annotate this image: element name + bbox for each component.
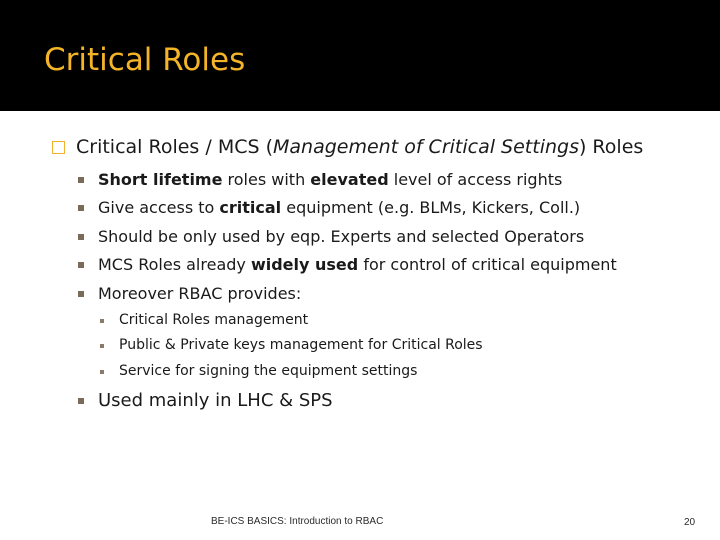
square-bullet-icon: [78, 234, 84, 240]
footer-text: BE-ICS BASICS: Introduction to RBAC: [211, 516, 384, 527]
text: Give access to: [98, 198, 220, 217]
bold-text: elevated: [310, 170, 389, 189]
square-bullet-icon: [78, 291, 84, 297]
sub-bullet-2-text: [98, 198, 580, 217]
main-bullet: [50, 136, 643, 158]
text: for control of critical equipment: [358, 255, 617, 274]
sub-sub-bullet-1-text: Critical Roles management: [119, 312, 309, 328]
last-bullet-text: Used mainly in LHC & SPS: [98, 390, 333, 411]
main-bullet-italic: Management of Critical Settings: [273, 136, 579, 158]
text: roles with: [222, 170, 311, 189]
bold-text: widely used: [250, 255, 359, 274]
text: level of access rights: [388, 170, 563, 189]
square-bullet-icon: [78, 262, 84, 268]
title-bar: [0, 0, 720, 111]
text: MCS Roles already: [98, 255, 251, 274]
bold-text: critical: [219, 198, 282, 217]
bold-text: Short lifetime: [98, 170, 223, 189]
sub-bullet-1-text: [98, 170, 562, 189]
square-bullet-icon: [78, 398, 84, 404]
text: equipment (e.g. BLMs, Kickers, Coll.): [281, 198, 581, 217]
main-bullet-prefix: Critical Roles / MCS (: [76, 136, 273, 158]
page-number: 20: [684, 517, 696, 528]
small-square-bullet-icon: [100, 319, 104, 323]
small-square-bullet-icon: [100, 370, 104, 374]
sub-sub-bullet-2-text: Public & Private keys management for Critical Roles: [119, 337, 483, 353]
main-bullet-text: [76, 136, 643, 158]
box-bullet-icon: [52, 141, 65, 154]
sub-bullet-4-text: [98, 255, 617, 274]
sub-bullet-5-text: Moreover RBAC provides:: [98, 284, 302, 303]
sub-bullet-3-text: Should be only used by eqp. Experts and selected Operators: [98, 227, 585, 246]
slide-title: Critical Roles: [44, 42, 246, 78]
sub-sub-bullet-3-text: Service for signing the equipment settings: [119, 363, 418, 379]
square-bullet-icon: [78, 205, 84, 211]
main-bullet-suffix: ) Roles: [578, 136, 644, 158]
square-bullet-icon: [78, 177, 84, 183]
small-square-bullet-icon: [100, 344, 104, 348]
